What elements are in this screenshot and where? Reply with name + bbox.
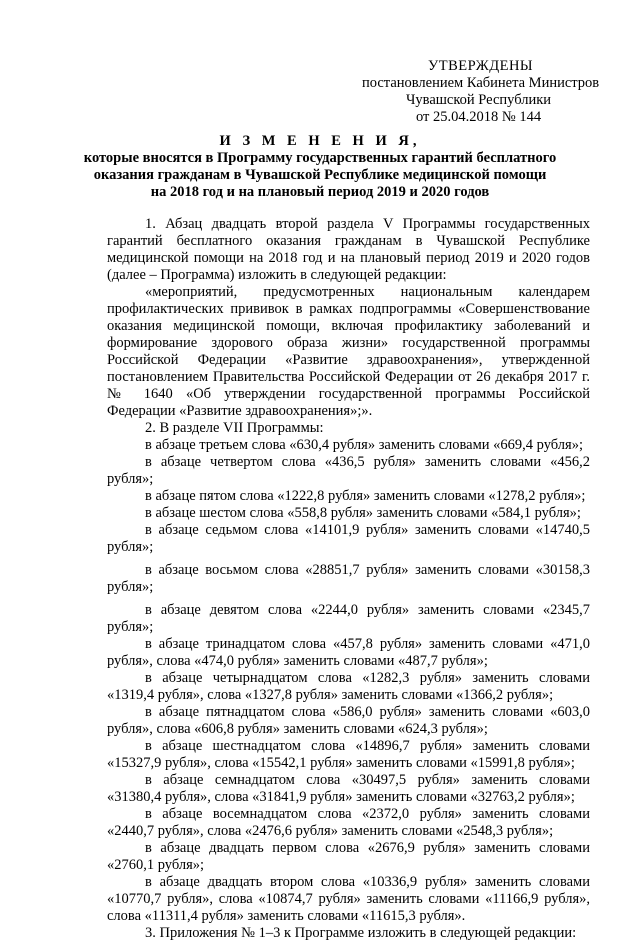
paragraph: в абзаце восемнадцатом слова «2372,0 рубля» заменить словами «2440,7 рубля», слова «2476,6 рубля» заменить словами «2548,3 рубля»; (107, 806, 590, 839)
paragraph: 3. Приложения № 1–3 к Программе изложить в следующей редакции: (145, 925, 577, 941)
heading-line: на 2018 год и на плановый период 2019 и 2020 годов (150, 184, 490, 200)
paragraph: в абзаце седьмом слова «14101,9 рубля» заменить словами «14740,5 рубля»; (107, 522, 590, 555)
heading-line: оказания гражданам в Чувашской Республике медицинской помощи (93, 167, 547, 183)
heading-title: И З М Е Н Е Н И Я, (219, 133, 421, 149)
document-heading (80, 133, 560, 201)
paragraph: в абзаце восьмом слова «28851,7 рубля» заменить словами «30158,3 рубля»; (107, 562, 590, 595)
paragraph: 1. Абзац двадцать второй раздела V Программы государственных гарантий бесплатного оказания гражданам в Чувашской Республике медицинской помощи на 2018 год и на плановый период 2019 и 2020 годов (далее – Программа) изложить в следующей редакции: (107, 216, 590, 283)
paragraph: 2. В разделе VII Программы: (145, 420, 324, 436)
paragraph: в абзаце четырнадцатом слова «1282,3 рубля» заменить словами «1319,4 рубля», слова «1327,8 рубля» заменить словами «1366,2 рубля»; (107, 670, 590, 703)
paragraph: в абзаце шестнадцатом слова «14896,7 рубля» заменить словами «15327,9 рубля», слова «15542,1 рубля» заменить словами «15991,8 рубля»; (107, 738, 590, 771)
paragraph: в абзаце третьем слова «630,4 рубля» заменить словами «669,4 рубля»; (145, 437, 583, 453)
paragraph: в абзаце двадцать втором слова «10336,9 рубля» заменить словами «10770,7 рубля», слова «10874,7 рубля» заменить словами «11166,9 рубля», слова «11311,4 рубля» заменить словами «11615,3 рубля». (107, 874, 590, 924)
paragraph: в абзаце пятом слова «1222,8 рубля» заменить словами «1278,2 рубля»; (145, 488, 586, 504)
heading-line: которые вносятся в Программу государственных гарантий бесплатного (83, 150, 557, 166)
paragraph: в абзаце семнадцатом слова «30497,5 рубля» заменить словами «31380,4 рубля», слова «31841,9 рубля» заменить словами «32763,2 рубля»; (107, 772, 590, 805)
approval-region: Чувашской Республики (406, 92, 552, 108)
approval-date-number: от 25.04.2018 № 144 (416, 109, 542, 125)
approval-title: УТВЕРЖДЕНЫ (428, 58, 534, 74)
paragraph: в абзаце девятом слова «2244,0 рубля» заменить словами «2345,7 рубля»; (107, 602, 590, 635)
paragraph: в абзаце четвертом слова «436,5 рубля» заменить словами «456,2 рубля»; (107, 454, 590, 487)
approval-block (362, 58, 612, 126)
paragraph: «мероприятий, предусмотренных национальным календарем профилактических прививок в рамках подпрограммы «Совершенствование оказания медицинской помощи, включая профилактику заболеваний и формирование здорового образа жизни» государственной программы Российской Федерации «Развитие здравоохранения», утвержденной постановлением Правительства Российской Федерации от 26 декабря 2017 г. № 1640 «Об утверждении государственной программы Российской Федерации «Развитие здравоохранения»;». (107, 284, 590, 419)
paragraph: в абзаце шестом слова «558,8 рубля» заменить словами «584,1 рубля»; (145, 505, 581, 521)
approval-issuer: постановлением Кабинета Министров (362, 75, 600, 91)
paragraph: в абзаце пятнадцатом слова «586,0 рубля» заменить словами «603,0 рубля», слова «606,8 рубля» заменить словами «624,3 рубля»; (107, 704, 590, 737)
paragraph: в абзаце двадцать первом слова «2676,9 рубля» заменить словами «2760,1 рубля»; (107, 840, 590, 873)
document-body (107, 216, 590, 942)
paragraph: в абзаце тринадцатом слова «457,8 рубля» заменить словами «471,0 рубля», слова «474,0 рубля» заменить словами «487,7 рубля»; (107, 636, 590, 669)
